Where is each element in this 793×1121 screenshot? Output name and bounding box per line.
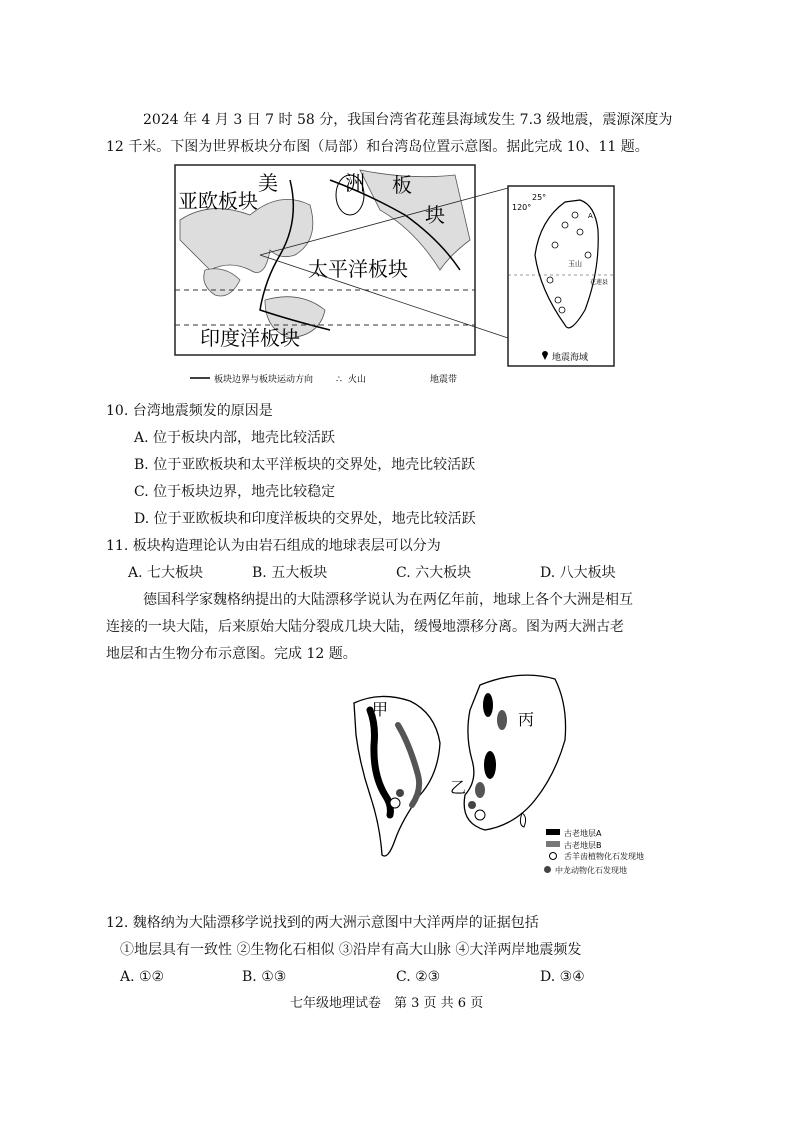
- q12-option-a[interactable]: A. ①②: [120, 969, 165, 985]
- continent-bing-outline: [464, 675, 565, 830]
- q12-items: ①地层具有一致性 ②生物化石相似 ③沿岸有高大山脉 ④大洋两岸地震频发: [120, 942, 582, 958]
- legend-seismic-belt: 地震带: [430, 375, 458, 385]
- bing-fern-fossil: [475, 810, 485, 820]
- q12-option-b[interactable]: B. ①③: [242, 969, 287, 985]
- intro-1-line-1: 2024 年 4 月 3 日 7 时 58 分，我国台湾省花莲县海域发生 7.3 级地震，震源深度为: [143, 112, 673, 128]
- legend-mesosaurus-row: [544, 866, 627, 876]
- label-bing: 丙: [518, 710, 535, 729]
- bing-stratum-a-1: [483, 693, 493, 717]
- label-yi: 乙: [450, 778, 467, 797]
- bing-stratum-b-2: [475, 782, 485, 798]
- legend-stratum-a-icon: [546, 829, 560, 835]
- bing-stratum-a-2: [484, 751, 496, 779]
- q11-option-c[interactable]: C. 六大板块: [396, 565, 472, 581]
- label-eurasian-plate: 亚欧板块: [178, 189, 258, 213]
- q10-option-d[interactable]: D. 位于亚欧板块和印度洋板块的交界处，地壳比较活跃: [134, 511, 476, 527]
- legend-volcano: 火山: [348, 375, 367, 385]
- legend-stratum-b-icon: [546, 841, 560, 847]
- continental-drift-figure: [340, 665, 670, 865]
- bing-mesosaurus-fossil: [468, 801, 476, 809]
- legend-mesosaurus-icon: [544, 866, 551, 873]
- legend-fern: 舌羊齿植物化石发现地: [564, 852, 644, 861]
- continent-jia-outline: [354, 696, 440, 856]
- legend-stratum-a: 古老地层A: [564, 829, 602, 838]
- q12-option-d[interactable]: D. ③④: [540, 969, 585, 985]
- legend-mesosaurus: 中龙动物化石发现地: [555, 866, 627, 875]
- intro-1-line-2: 12 千米。下图为世界板块分布图（局部）和台湾岛位置示意图。据此完成 10、11 题。: [106, 139, 649, 155]
- q11-option-a[interactable]: A. 七大板块: [128, 565, 204, 581]
- inset-label-hualien: 花莲县: [590, 279, 609, 286]
- q12-stem: 12. 魏格纳为大陆漂移学说找到的两大洲示意图中大洋两岸的证据包括: [106, 915, 539, 931]
- q10-option-c[interactable]: C. 位于板块边界，地壳比较稳定: [134, 484, 336, 500]
- label-american-3: 板: [392, 173, 412, 197]
- bing-stratum-b-1: [497, 710, 507, 730]
- jia-mesosaurus-fossil: [396, 789, 404, 797]
- madagascar-outline: [520, 813, 525, 827]
- inset-latitude: 25°: [532, 193, 547, 202]
- label-indian-plate: 印度洋板块: [200, 326, 300, 350]
- inset-label-a: A: [588, 212, 593, 220]
- label-american-2: 洲: [345, 171, 365, 195]
- inset-longitude: 120°: [512, 203, 532, 212]
- label-american-1: 美: [258, 171, 278, 195]
- q10-option-a[interactable]: A. 位于板块内部，地壳比较活跃: [134, 430, 336, 446]
- label-jia: 甲: [372, 700, 389, 719]
- jia-fern-fossil: [390, 798, 400, 808]
- legend-fern-icon: [550, 853, 557, 860]
- intro-2-line-2: 连接的一块大陆，后来原始大陆分裂成几块大陆，缓慢地漂移分离。图为两大洲古老: [106, 619, 624, 635]
- intro-2-line-3: 地层和古生物分布示意图。完成 12 题。: [106, 646, 357, 662]
- q11-option-b[interactable]: B. 五大板块: [252, 565, 328, 581]
- q12-option-c[interactable]: C. ②③: [396, 969, 441, 985]
- q11-option-d[interactable]: D. 八大板块: [540, 565, 616, 581]
- legend-stratum-b: 古老地层B: [564, 841, 602, 850]
- plate-map-figure: [170, 160, 618, 390]
- label-american-4: 块: [425, 203, 445, 227]
- volcano-icon: ∴: [336, 375, 342, 385]
- label-pacific-plate: 太平洋板块: [308, 257, 408, 281]
- inset-legend-label: 地震海域: [552, 353, 589, 363]
- legend-boundary: 板块边界与板块运动方向: [214, 375, 314, 385]
- intro-2-line-1: 德国科学家魏格纳提出的大陆漂移学说认为在两亿年前，地球上各个大洲是相互: [143, 592, 633, 608]
- inset-label-yushan: 玉山: [568, 260, 582, 268]
- page-footer: 七年级地理试卷 第 3 页 共 6 页: [290, 996, 484, 1011]
- q10-stem: 10. 台湾地震频发的原因是: [106, 403, 273, 419]
- q10-option-b[interactable]: B. 位于亚欧板块和太平洋板块的交界处，地壳比较活跃: [134, 457, 476, 473]
- q11-stem: 11. 板块构造理论认为由岩石组成的地球表层可以分为: [106, 538, 441, 554]
